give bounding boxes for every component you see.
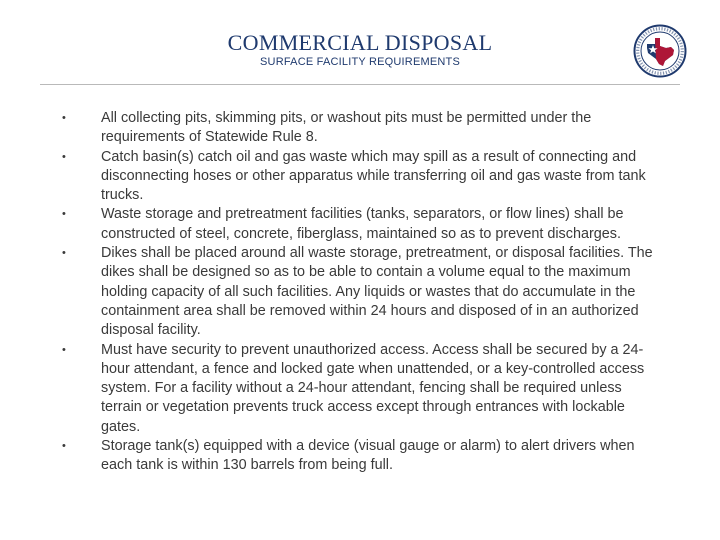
bullet-icon: • [62, 208, 66, 221]
list-item [60, 341, 660, 437]
list-item [60, 148, 660, 206]
page-subtitle: SURFACE FACILITY REQUIREMENTS [260, 56, 460, 68]
bullet-icon: • [62, 343, 66, 356]
list-item-text: Must have security to prevent unauthorized access. Access shall be secured by a 24-hour attendant, a fence and locked gate when unattended, or a key-controlled access system. For a facility without a 24-hour attendant, fencing shall be required unless terrain or vegetation prevents truck access except through entrances with lockable gates. [101, 341, 645, 435]
texas-seal-icon [633, 24, 687, 78]
requirements-list [60, 109, 660, 476]
list-item [60, 109, 660, 148]
list-item [60, 244, 660, 340]
list-item-text: All collecting pits, skimming pits, or washout pits must be permitted under the requirements of Statewide Rule 8. [101, 110, 592, 146]
header-divider [40, 84, 680, 85]
page-title: COMMERCIAL DISPOSAL [227, 30, 493, 55]
bullet-icon: • [62, 150, 66, 163]
list-item-text: Storage tank(s) equipped with a device (visual gauge or alarm) to alert drivers when each tank is within 130 barrels from being full. [101, 438, 635, 474]
list-item [60, 437, 660, 476]
list-item [60, 205, 660, 244]
bullet-icon: • [62, 247, 66, 260]
list-item-text: Waste storage and pretreatment facilities (tanks, separators, or flow lines) shall be constructed of steel, concrete, fiberglass, maintained so as to prevent discharges. [101, 206, 624, 242]
bullet-icon: • [62, 112, 66, 124]
list-item-text: Dikes shall be placed around all waste storage, pretreatment, or disposal facilities. The dikes shall be designed so as to be able to contain a volume equal to the maximum holding capacity of all such facilities. Any liquids or wastes that do accumulate in the containment area shall be removed within 24 hours and disposed of in an authorized disposal facility. [101, 245, 653, 339]
bullet-icon: • [62, 440, 66, 453]
list-item-text: Catch basin(s) catch oil and gas waste which may spill as a result of connecting and disconnecting hoses or other apparatus while transferring oil and gas waste from tank trucks. [101, 148, 646, 204]
